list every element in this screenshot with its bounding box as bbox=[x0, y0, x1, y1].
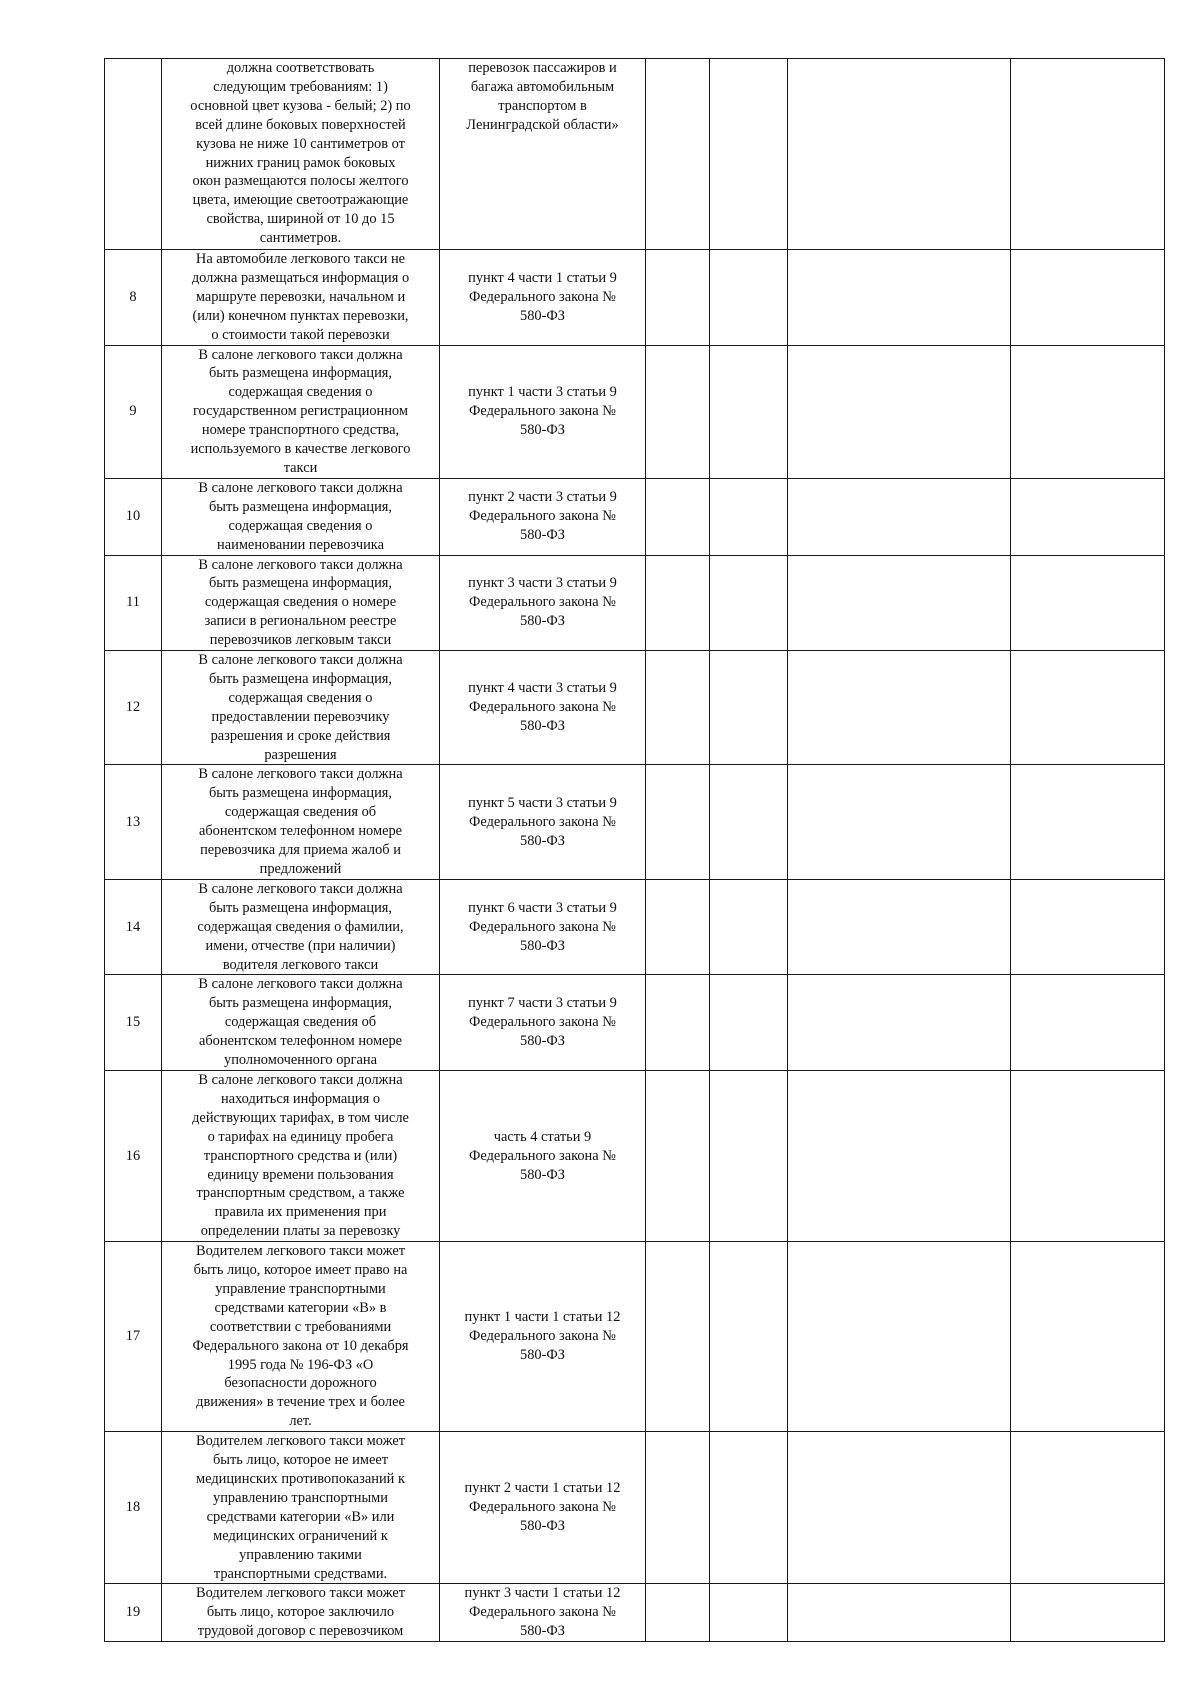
not-applicable-cell bbox=[788, 765, 1011, 879]
answer-no-cell bbox=[710, 651, 788, 765]
answer-no-cell bbox=[710, 1584, 788, 1642]
legal-reference-cell: пункт 5 части 3 статьи 9 Федерального закона № 580-ФЗ bbox=[440, 765, 646, 879]
row-number-cell: 19 bbox=[105, 1584, 162, 1642]
requirement-cell: В салоне легкового такси должна быть размещена информация, содержащая сведения о предоставлении перевозчику разрешения и сроке действия разрешения bbox=[162, 651, 440, 765]
answer-yes-cell bbox=[646, 555, 710, 651]
requirement-cell: должна соответствовать следующим требованиям: 1) основной цвет кузова - белый; 2) по всей длине боковых поверхностей кузова не ниже 10 сантиметров от нижних границ рамок боковых окон размещаются полосы желтого цвета, имеющие светоотражающие свойства, шириной от 10 до 15 сантиметров. bbox=[162, 59, 440, 250]
row-number-cell: 14 bbox=[105, 879, 162, 975]
row-number-cell: 12 bbox=[105, 651, 162, 765]
note-cell bbox=[1011, 1242, 1165, 1432]
table-row bbox=[105, 1242, 1165, 1432]
table-row bbox=[105, 59, 1165, 250]
note-cell bbox=[1011, 765, 1165, 879]
not-applicable-cell bbox=[788, 555, 1011, 651]
answer-no-cell bbox=[710, 478, 788, 555]
answer-no-cell bbox=[710, 345, 788, 478]
row-number-cell: 8 bbox=[105, 250, 162, 346]
row-number-cell: 16 bbox=[105, 1070, 162, 1241]
legal-reference-cell: пункт 4 части 1 статьи 9 Федерального закона № 580-ФЗ bbox=[440, 250, 646, 346]
answer-yes-cell bbox=[646, 345, 710, 478]
table-row bbox=[105, 975, 1165, 1071]
legal-reference-cell: перевозок пассажиров и багажа автомобильным транспортом в Ленинградской области» bbox=[440, 59, 646, 250]
requirement-cell: В салоне легкового такси должна быть размещена информация, содержащая сведения об абонентском телефонном номере перевозчика для приема жалоб и предложений bbox=[162, 765, 440, 879]
not-applicable-cell bbox=[788, 478, 1011, 555]
note-cell bbox=[1011, 478, 1165, 555]
legal-reference-cell: пункт 6 части 3 статьи 9 Федерального закона № 580-ФЗ bbox=[440, 879, 646, 975]
not-applicable-cell bbox=[788, 1584, 1011, 1642]
not-applicable-cell bbox=[788, 975, 1011, 1071]
table-row bbox=[105, 1070, 1165, 1241]
answer-yes-cell bbox=[646, 975, 710, 1071]
requirement-cell: В салоне легкового такси должна находиться информация о действующих тарифах, в том числе о тарифах на единицу пробега транспортного средства и (или) единицу времени пользования транспортным средством, а также правила их применения при определении платы за перевозку bbox=[162, 1070, 440, 1241]
table-row bbox=[105, 555, 1165, 651]
requirement-cell: Водителем легкового такси может быть лицо, которое не имеет медицинских противопоказаний к управлению транспортными средствами категории «В» или медицинских ограничений к управлению такими транспортными средствами. bbox=[162, 1432, 440, 1584]
requirement-cell: В салоне легкового такси должна быть размещена информация, содержащая сведения о фамилии, имени, отчестве (при наличии) водителя легкового такси bbox=[162, 879, 440, 975]
note-cell bbox=[1011, 59, 1165, 250]
answer-yes-cell bbox=[646, 59, 710, 250]
row-number-cell: 11 bbox=[105, 555, 162, 651]
requirement-cell: На автомобиле легкового такси не должна размещаться информация о маршруте перевозки, начальном и (или) конечном пунктах перевозки, о стоимости такой перевозки bbox=[162, 250, 440, 346]
checklist-page bbox=[104, 58, 1115, 1642]
answer-yes-cell bbox=[646, 478, 710, 555]
answer-no-cell bbox=[710, 250, 788, 346]
requirement-cell: Водителем легкового такси может быть лицо, которое заключило трудовой договор с перевозчиком bbox=[162, 1584, 440, 1642]
legal-reference-cell: пункт 2 части 3 статьи 9 Федерального закона № 580-ФЗ bbox=[440, 478, 646, 555]
answer-no-cell bbox=[710, 1432, 788, 1584]
answer-yes-cell bbox=[646, 879, 710, 975]
legal-reference-cell: пункт 1 части 1 статьи 12 Федерального закона № 580-ФЗ bbox=[440, 1242, 646, 1432]
answer-no-cell bbox=[710, 765, 788, 879]
answer-yes-cell bbox=[646, 1242, 710, 1432]
note-cell bbox=[1011, 1070, 1165, 1241]
legal-reference-cell: пункт 4 части 3 статьи 9 Федерального закона № 580-ФЗ bbox=[440, 651, 646, 765]
table-row bbox=[105, 765, 1165, 879]
checklist-body bbox=[105, 59, 1165, 1642]
table-row bbox=[105, 250, 1165, 346]
row-number-cell: 13 bbox=[105, 765, 162, 879]
note-cell bbox=[1011, 345, 1165, 478]
legal-reference-cell: пункт 3 части 3 статьи 9 Федерального закона № 580-ФЗ bbox=[440, 555, 646, 651]
row-number-cell: 17 bbox=[105, 1242, 162, 1432]
answer-no-cell bbox=[710, 59, 788, 250]
answer-no-cell bbox=[710, 879, 788, 975]
note-cell bbox=[1011, 1584, 1165, 1642]
legal-reference-cell: пункт 7 части 3 статьи 9 Федерального закона № 580-ФЗ bbox=[440, 975, 646, 1071]
answer-yes-cell bbox=[646, 765, 710, 879]
not-applicable-cell bbox=[788, 1070, 1011, 1241]
checklist-table bbox=[104, 58, 1165, 1642]
requirement-cell: В салоне легкового такси должна быть размещена информация, содержащая сведения о наименовании перевозчика bbox=[162, 478, 440, 555]
note-cell bbox=[1011, 651, 1165, 765]
note-cell bbox=[1011, 555, 1165, 651]
requirement-cell: Водителем легкового такси может быть лицо, которое имеет право на управление транспортными средствами категории «В» в соответствии с требованиями Федерального закона от 10 декабря 1995 года № 196-ФЗ «О безопасности дорожного движения» в течение трех и более лет. bbox=[162, 1242, 440, 1432]
answer-yes-cell bbox=[646, 250, 710, 346]
requirement-cell: В салоне легкового такси должна быть размещена информация, содержащая сведения о государственном регистрационном номере транспортного средства, используемого в качестве легкового такси bbox=[162, 345, 440, 478]
note-cell bbox=[1011, 250, 1165, 346]
not-applicable-cell bbox=[788, 1242, 1011, 1432]
answer-no-cell bbox=[710, 1242, 788, 1432]
legal-reference-cell: пункт 3 части 1 статьи 12 Федерального закона № 580-ФЗ bbox=[440, 1584, 646, 1642]
table-row bbox=[105, 879, 1165, 975]
answer-yes-cell bbox=[646, 1584, 710, 1642]
not-applicable-cell bbox=[788, 651, 1011, 765]
table-row bbox=[105, 1584, 1165, 1642]
note-cell bbox=[1011, 975, 1165, 1071]
table-row bbox=[105, 478, 1165, 555]
answer-no-cell bbox=[710, 555, 788, 651]
answer-no-cell bbox=[710, 1070, 788, 1241]
table-row bbox=[105, 345, 1165, 478]
answer-yes-cell bbox=[646, 651, 710, 765]
row-number-cell: 15 bbox=[105, 975, 162, 1071]
not-applicable-cell bbox=[788, 1432, 1011, 1584]
requirement-cell: В салоне легкового такси должна быть размещена информация, содержащая сведения об абонентском телефонном номере уполномоченного органа bbox=[162, 975, 440, 1071]
row-number-cell bbox=[105, 59, 162, 250]
answer-yes-cell bbox=[646, 1432, 710, 1584]
not-applicable-cell bbox=[788, 345, 1011, 478]
legal-reference-cell: пункт 1 части 3 статьи 9 Федерального закона № 580-ФЗ bbox=[440, 345, 646, 478]
note-cell bbox=[1011, 1432, 1165, 1584]
not-applicable-cell bbox=[788, 59, 1011, 250]
table-row bbox=[105, 1432, 1165, 1584]
not-applicable-cell bbox=[788, 879, 1011, 975]
legal-reference-cell: часть 4 статьи 9 Федерального закона № 580-ФЗ bbox=[440, 1070, 646, 1241]
not-applicable-cell bbox=[788, 250, 1011, 346]
table-row bbox=[105, 651, 1165, 765]
legal-reference-cell: пункт 2 части 1 статьи 12 Федерального закона № 580-ФЗ bbox=[440, 1432, 646, 1584]
row-number-cell: 10 bbox=[105, 478, 162, 555]
row-number-cell: 9 bbox=[105, 345, 162, 478]
note-cell bbox=[1011, 879, 1165, 975]
row-number-cell: 18 bbox=[105, 1432, 162, 1584]
answer-yes-cell bbox=[646, 1070, 710, 1241]
requirement-cell: В салоне легкового такси должна быть размещена информация, содержащая сведения о номере записи в региональном реестре перевозчиков легковым такси bbox=[162, 555, 440, 651]
answer-no-cell bbox=[710, 975, 788, 1071]
